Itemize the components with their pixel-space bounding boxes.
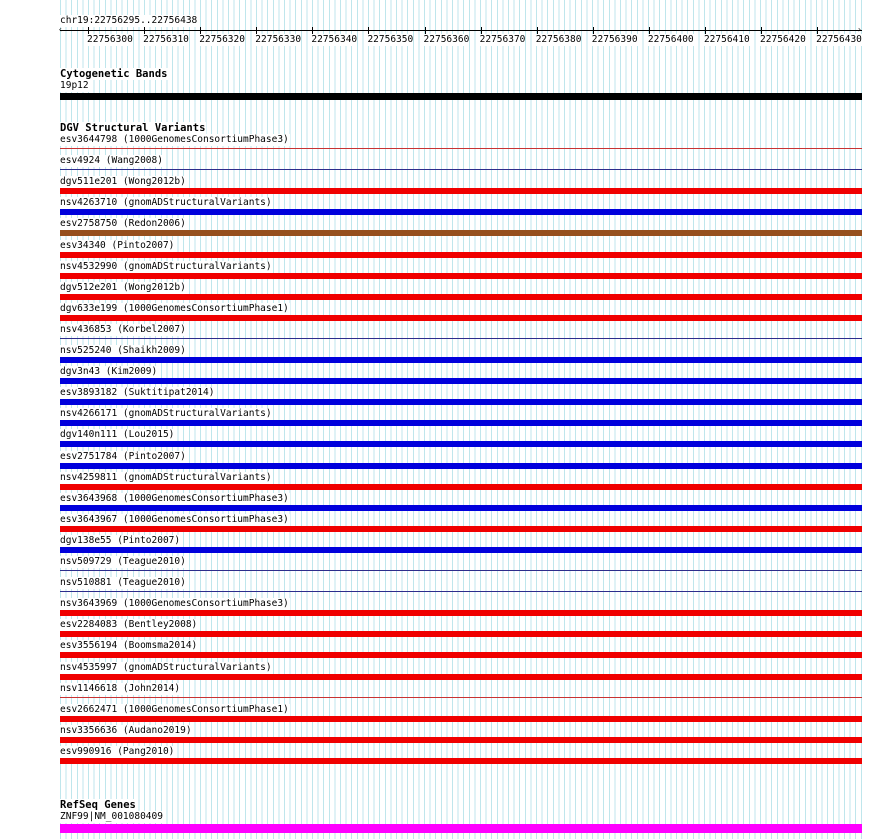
variant-feature[interactable] [60,273,862,279]
ruler-tick [705,27,706,34]
variant-feature[interactable] [60,315,862,321]
ruler-tick-label: 22756340 [311,34,358,45]
variant-feature[interactable] [60,399,862,405]
variant-feature[interactable] [60,505,862,511]
variant-feature[interactable] [60,169,862,170]
variant-label: esv2284083 (Bentley2008) [60,619,198,631]
ruler-tick [761,27,762,34]
variant-feature[interactable] [60,188,862,194]
variant-feature[interactable] [60,463,862,469]
ruler-tick [144,27,145,34]
variant-label: esv3643967 (1000GenomesConsortiumPhase3) [60,513,289,525]
variant-label: nsv436853 (Korbel2007) [60,323,186,335]
ruler-tick [312,27,313,34]
variant-label: nsv4266171 (gnomADStructuralVariants) [60,408,272,420]
ruler-tick-label: 22756300 [87,34,133,45]
variant-label: nsv4263710 (gnomADStructuralVariants) [60,197,272,209]
variant-label: nsv1146618 (John2014) [60,682,181,694]
variant-label: esv2758750 (Redon2006) [60,218,186,230]
variant-label: dgv511e201 (Wong2012b) [60,176,186,188]
variant-feature[interactable] [60,697,862,698]
ruler-tick [88,27,89,34]
cytogenetic-bands-title: Cytogenetic Bands [60,68,168,80]
variant-label: nsv510881 (Teague2010) [60,577,186,589]
refseq-track-title: RefSeq Genes [60,799,136,811]
ruler-tick-label: 22756320 [199,34,245,45]
locus-label: chr19:22756295..22756438 [60,15,198,26]
ruler-tick [425,27,426,34]
variant-label: esv3644798 (1000GenomesConsortiumPhase3) [60,134,289,145]
variant-label: dgv138e55 (Pinto2007) [60,534,181,546]
variant-feature[interactable] [60,230,862,236]
variant-label: nsv3643969 (1000GenomesConsortiumPhase3) [60,598,289,610]
variant-label: esv2662471 (1000GenomesConsortiumPhase1) [60,703,289,715]
variant-label: esv2751784 (Pinto2007) [60,450,186,462]
variant-label: nsv4535997 (gnomADStructuralVariants) [60,661,272,673]
variant-feature[interactable] [60,716,862,722]
variant-feature[interactable] [60,610,862,616]
variant-label: dgv633e199 (1000GenomesConsortiumPhase1) [60,302,289,314]
variant-label: esv990916 (Pang2010) [60,745,175,757]
variant-feature[interactable] [60,148,862,149]
refseq-gene-label: ZNF99|NM_001080409 [60,811,163,822]
variant-feature[interactable] [60,378,862,384]
ruler-tick-label: 22756360 [423,34,470,45]
variant-feature[interactable] [60,758,862,764]
ruler-tick [368,27,369,34]
variant-feature[interactable] [60,209,862,215]
variant-label: dgv512e201 (Wong2012b) [60,281,186,293]
ruler-left-arrow-icon: ‹ [58,25,63,34]
variant-label: esv3556194 (Boomsma2014) [60,640,198,652]
variant-feature[interactable] [60,737,862,743]
variant-label: dgv140n111 (Lou2015) [60,429,175,441]
variant-feature[interactable] [60,631,862,637]
ruler-tick-label: 22756390 [591,34,638,45]
variant-label: esv34340 (Pinto2007) [60,239,175,251]
variant-label: esv4924 (Wang2008) [60,155,163,167]
variant-label: nsv4532990 (gnomADStructuralVariants) [60,260,272,272]
variant-feature[interactable] [60,547,862,553]
ruler-tick-label: 22756350 [367,34,414,45]
ruler-tick [256,27,257,34]
ruler-tick [537,27,538,34]
ruler-tick-label: 22756430 [816,34,862,45]
variant-label: nsv3356636 (Audano2019) [60,724,192,736]
variant-feature[interactable] [60,441,862,447]
variant-feature[interactable] [60,652,862,658]
variant-feature[interactable] [60,252,862,258]
ruler-tick [481,27,482,34]
ruler-tick-label: 22756380 [535,34,582,45]
dgv-track-title: DGV Structural Variants [60,122,206,134]
cytoband-label: 19p12 [60,80,89,91]
genome-browser-panel [60,0,862,839]
variant-feature[interactable] [60,420,862,426]
ruler-axis [60,30,862,31]
variant-label: esv3893182 (Suktitipat2014) [60,387,215,399]
cytoband-bar[interactable] [60,93,862,100]
variant-feature[interactable] [60,294,862,300]
refseq-gene-bar[interactable] [60,824,862,833]
ruler-tick-label: 22756330 [255,34,302,45]
variant-label: nsv4259811 (gnomADStructuralVariants) [60,471,272,483]
ruler-tick-label: 22756400 [647,34,694,45]
variant-label: nsv509729 (Teague2010) [60,556,186,567]
variant-feature[interactable] [60,338,862,339]
variant-label: dgv3n43 (Kim2009) [60,366,158,378]
ruler-tick [649,27,650,34]
variant-feature[interactable] [60,570,862,571]
variant-label: esv3643968 (1000GenomesConsortiumPhase3) [60,492,289,504]
ruler-tick-label: 22756310 [143,34,189,45]
ruler-tick [200,27,201,34]
ruler-tick [817,27,818,34]
variant-feature[interactable] [60,674,862,680]
ruler-tick-label: 22756370 [479,34,526,45]
ruler-right-arrow-icon: › [857,25,862,34]
variant-feature[interactable] [60,591,862,592]
variant-label: nsv525240 (Shaikh2009) [60,345,186,356]
variant-feature[interactable] [60,484,862,490]
variant-feature[interactable] [60,526,862,532]
ruler-tick [593,27,594,34]
variant-feature[interactable] [60,357,862,363]
ruler-tick-label: 22756420 [760,34,806,45]
ruler-tick-label: 22756410 [703,34,750,45]
